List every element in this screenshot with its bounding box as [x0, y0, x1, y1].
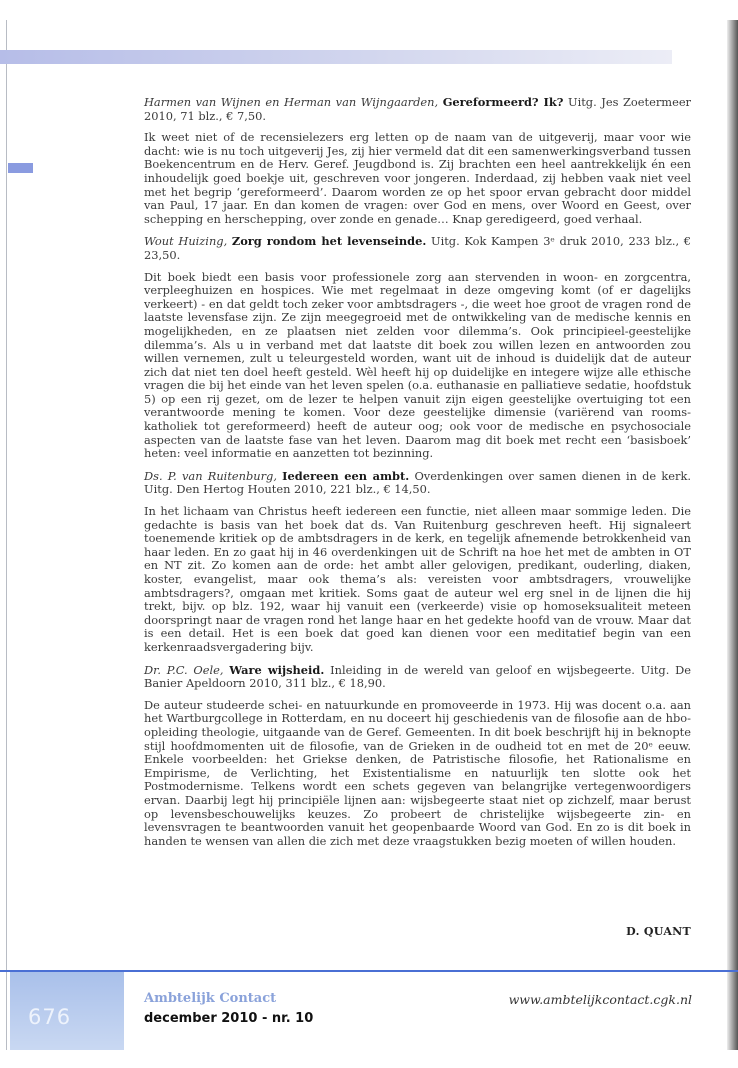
page-number: 676	[28, 1005, 72, 1029]
review-title: Ware wijsheid.	[229, 662, 325, 677]
review-details: Inleiding in de wereld van geloof en wijsbegeerte. Uitg. De Banier Apeldoorn 2010, 311 blz., € 18,90.	[144, 662, 692, 691]
review-heading	[144, 96, 691, 123]
side-marker	[8, 163, 33, 173]
review-body: Dit boek biedt een basis voor professionele zorg aan stervenden in woon- en zorgcentra, verpleeghuizen en hospices. Wie met regelmaat in deze omgeving komt (of er dagelijks verkeert) - en dat geldt toch zeker voor ambtsdragers -, die weet hoe groot de vragen rond de laatste levensfase zijn. Ze zijn meegegroeid met de ontwikkeling van de medische kennis en mogelijkheden, en ze plaatsen niet zelden voor dilemma’s. Ook principieel-geestelijke dilemma’s. Als u in verband met dat laatste dit boek zou willen lezen en antwoorden zou willen vernemen, zult u teleurgesteld worden, want uit de inhoud is duidelijk dat de auteur zich dat niet ten doel heeft gesteld. Wèl heeft hij op duidelijke en integere wijze alle ethische vragen die bij het einde van het leven spelen (o.a. euthanasie en palliatieve sedatie, hoofdstuk 5) op een rij gezet, om de lezer te helpen vanuit zijn eigen geestelijke overtuiging tot een verantwoorde mening te komen. Voor deze geestelijke dimensie (variërend van rooms-katholiek tot gereformeerd) heeft de auteur oog; ook voor de medische en psychosociale aspecten van de laatste fase van het leven. Daarom mag dit boek met recht een ‘basisboek’ heten: veel informatie en aanzetten tot bezinning.	[144, 269, 691, 461]
review-title: Zorg rondom het levenseinde.	[231, 234, 427, 249]
review-iedereen-een-ambt	[144, 470, 691, 655]
review-heading	[144, 470, 691, 497]
review-ware-wijsheid	[144, 664, 691, 849]
review-author: Dr. P.C. Oele,	[144, 662, 224, 677]
website-url: www.ambtelijkcontact.cgk.nl	[508, 992, 692, 1007]
review-body: In het lichaam van Christus heeft iedereen een functie, niet alleen maar sommige leden. Die gedachte is basis van het boek dat ds. Van Ruitenburg geschreven heeft. Hij signaleert toenemende kritiek op de ambtsdragers in de kerk, en tegelijk afnemende betrokkenheid van haar leden. En zo gaat hij in 46 overdenkingen uit de Schrift na hoe het met de ambten in OT en NT zit. Zo komen aan de orde: het ambt aller gelovigen, predikant, ouderling, diaken, koster, evangelist, maar ook thema’s als: vereisten voor ambtsdragers, vrouwelijke ambtsdragers?, omgaan met kritiek. Soms gaat de auteur wel erg snel in de lijnen die hij trekt, bijv. op blz. 192, waar hij vanuit een (verkeerde) visie op homoseksualiteit meteen doorspringt naar de vragen rond het lange haar en het gedekte hoofd van de vrouw. Maar dat is een detail. Het is een boek dat goed kan dienen voor een meditatief begin van een kerkenraadsvergadering bijv.	[144, 504, 691, 654]
review-details: Overdenkingen over samen dienen in de kerk. Uitg. Den Hertog Houten 2010, 221 blz., € 14,50.	[144, 468, 691, 497]
review-heading	[144, 235, 691, 262]
reviewer-signature: D. QUANT	[626, 925, 691, 938]
review-heading	[144, 664, 691, 691]
left-margin-rule	[6, 20, 7, 1050]
reviews-column	[144, 96, 691, 857]
header-color-band	[0, 50, 672, 64]
review-gereformeerd	[144, 96, 691, 226]
issue-label: december 2010 - nr. 10	[144, 1011, 314, 1026]
review-zorg-levenseinde	[144, 235, 691, 461]
review-details: Uitg. Kok Kampen 3ᵉ druk 2010, 233 blz., € 23,50.	[144, 234, 691, 262]
magazine-name: Ambtelijk Contact	[144, 991, 277, 1006]
review-details: Uitg. Jes Zoetermeer 2010, 71 blz., € 7,50.	[144, 95, 692, 123]
review-title: Iedereen een ambt.	[282, 468, 410, 483]
review-title: Gereformeerd? Ik?	[442, 95, 564, 109]
review-author: Harmen van Wijnen en Herman van Wijngaarden,	[144, 95, 439, 109]
page-edge-shadow	[727, 20, 738, 1050]
review-author: Ds. P. van Ruitenburg,	[144, 468, 277, 483]
review-body: De auteur studeerde schei- en natuurkunde en promoveerde in 1973. Hij was docent o.a. aan het Wartburgcollege in Rotterdam, en nu doceert hij geschiedenis van de filosofie aan de hbo-opleiding theologie, uitgaande van de Geref. Gemeenten. In dit boek beschrijft hij in beknopte stijl hoofdmomenten uit de filosofie, van de Grieken in de oudheid tot en met de 20ᵉ eeuw. Enkele voorbeelden: het Griekse denken, de Patristische filosofie, het Rationalisme en Empirisme, de Verlichting, het Existentialisme en natuurlijk ten slotte ook het Postmodernisme. Telkens wordt een schets gegeven van belangrijke vertegenwoordigers ervan. Daarbij legt hij principiële lijnen aan: wijsbegeerte staat niet op zichzelf, maar berust op levensbeschouwelijks keuzes. Zo probeert de christelijke wijsbegeerte zin- en levensvragen te beantwoorden vanuit het geopenbaarde Woord van God. En zo is dit boek in handen te wensen van allen die zich met deze vraagstukken bezig moeten of willen houden.	[144, 697, 691, 848]
review-author: Wout Huizing,	[144, 234, 228, 249]
review-body: Ik weet niet of de recensielezers erg letten op de naam van de uitgeverij, maar voor wie dacht: wie is nu toch uitgeverij Jes, zij hier vermeld dat dit een samenwerkingsverband tussen Boekencentrum en de Herv. Geref. Jeugdbond is. Zij brachten een heel aantrekkelijk én een inhoudelijk goed boekje uit, geschreven voor jongeren. Inderdaad, zij hebben vaak niet veel met het begrip ‘gereformeerd’. Daarom worden ze op het spoor ervan gebracht door middel van Paul, 17 jaar. En dan komen de vragen: over God en mens, over Woord en Geest, over schepping en herschepping, over zonde en genade… Knap geredigeerd, goed verhaal.	[144, 130, 691, 226]
